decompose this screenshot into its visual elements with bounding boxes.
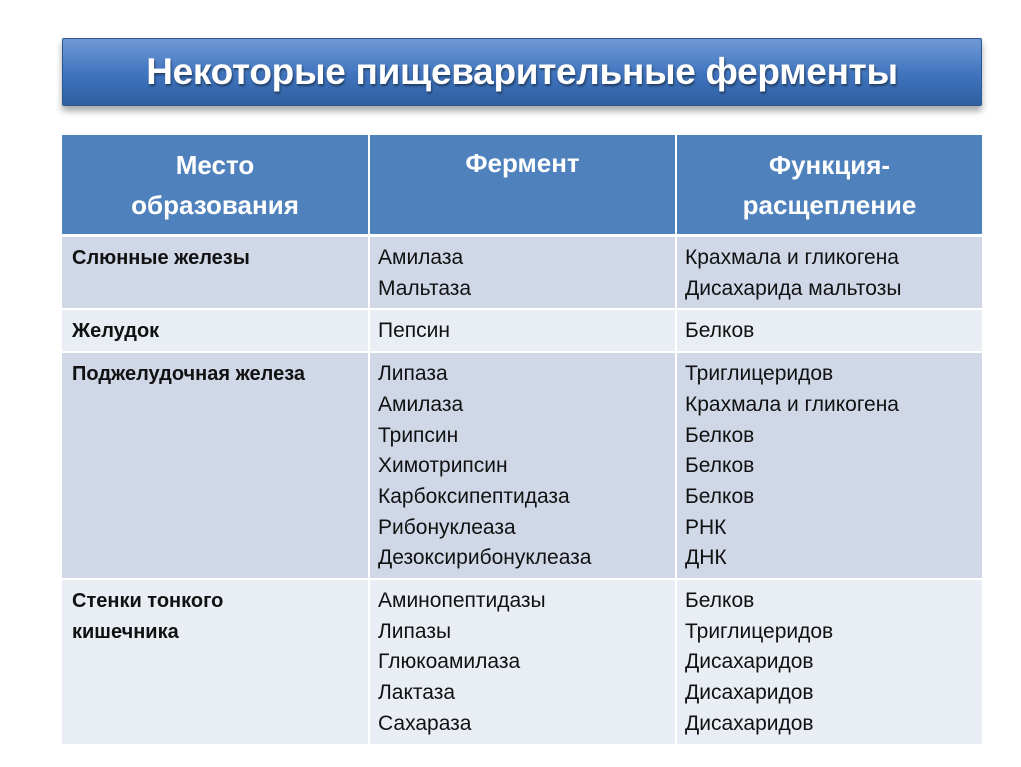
enzyme-cell-line: Сахараза — [378, 711, 472, 735]
enzymes-table — [62, 135, 982, 746]
place-cell-line: кишечника — [72, 620, 179, 643]
enzyme-cell-line: Мальтаза — [378, 276, 472, 300]
enzyme-cell-line: Глюкоамилаза — [378, 650, 521, 674]
enzyme-cell-line: Аминопептидазы — [378, 589, 546, 613]
function-cell-line: Дисахаридов — [685, 650, 814, 674]
place-cell — [62, 309, 369, 352]
header-place — [62, 135, 369, 236]
enzyme-cell-line: Химотрипсин — [378, 454, 508, 478]
table-row — [62, 579, 982, 745]
function-cell-line: Белков — [685, 589, 755, 613]
header-function-line: Функция- — [768, 149, 891, 180]
place-cell-line: Желудок — [72, 320, 160, 343]
place-cell — [62, 236, 369, 310]
function-cell-line: Триглицеридов — [685, 362, 834, 386]
function-cell — [676, 236, 982, 310]
place-cell — [62, 579, 369, 745]
enzyme-cell-line: Карбоксипептидаза — [378, 484, 570, 508]
function-cell-line: Белков — [685, 484, 755, 508]
table-row — [62, 309, 982, 352]
function-cell-line: ДНК — [685, 546, 727, 570]
enzyme-cell-line: Дезоксирибонуклеаза — [378, 546, 592, 570]
enzyme-cell — [369, 309, 676, 352]
function-cell-line: Белков — [685, 319, 755, 343]
enzyme-cell-line: Пепсин — [378, 319, 450, 343]
header-place-line: Место — [175, 149, 255, 180]
header-function-line: расщепление — [742, 189, 917, 220]
enzyme-cell — [369, 352, 676, 579]
enzyme-cell-line: Амилаза — [378, 246, 464, 269]
enzyme-cell — [369, 579, 676, 745]
enzyme-cell — [369, 236, 676, 310]
title-banner — [62, 38, 982, 106]
function-cell-line: Белков — [685, 454, 755, 478]
function-cell — [676, 579, 982, 745]
header-enzyme — [369, 135, 676, 236]
enzyme-cell-line: Липаза — [378, 362, 448, 386]
place-cell-line: Поджелудочная железа — [72, 363, 305, 386]
header-place-line: образования — [131, 189, 299, 220]
header-enzyme-line: Фермент — [465, 148, 580, 178]
function-cell-line: РНК — [685, 515, 727, 539]
function-cell-line: Крахмала и гликогена — [685, 392, 899, 416]
enzyme-cell-line: Липазы — [378, 619, 452, 643]
table-row — [62, 236, 982, 310]
enzyme-cell-line: Амилаза — [378, 392, 464, 416]
enzyme-cell-line: Трипсин — [378, 423, 459, 447]
function-cell-line: Белков — [685, 423, 755, 447]
function-cell-line: Дисахаридов — [685, 711, 814, 735]
table-body — [62, 236, 982, 745]
function-cell-line: Триглицеридов — [685, 619, 834, 643]
function-cell-line: Крахмала и гликогена — [685, 246, 899, 269]
enzyme-cell-line: Рибонуклеаза — [378, 515, 516, 539]
table-row — [62, 352, 982, 579]
function-cell — [676, 352, 982, 579]
page-title: Некоторые пищеварительные ферменты — [146, 51, 898, 92]
place-cell-line: Слюнные железы — [72, 247, 250, 269]
header-function — [676, 135, 982, 236]
function-cell — [676, 309, 982, 352]
table-header-row — [62, 135, 982, 236]
place-cell — [62, 352, 369, 579]
function-cell-line: Дисахарида мальтозы — [685, 276, 902, 300]
function-cell-line: Дисахаридов — [685, 681, 814, 705]
place-cell-line: Стенки тонкого — [72, 590, 224, 613]
enzyme-cell-line: Лактаза — [378, 681, 456, 705]
